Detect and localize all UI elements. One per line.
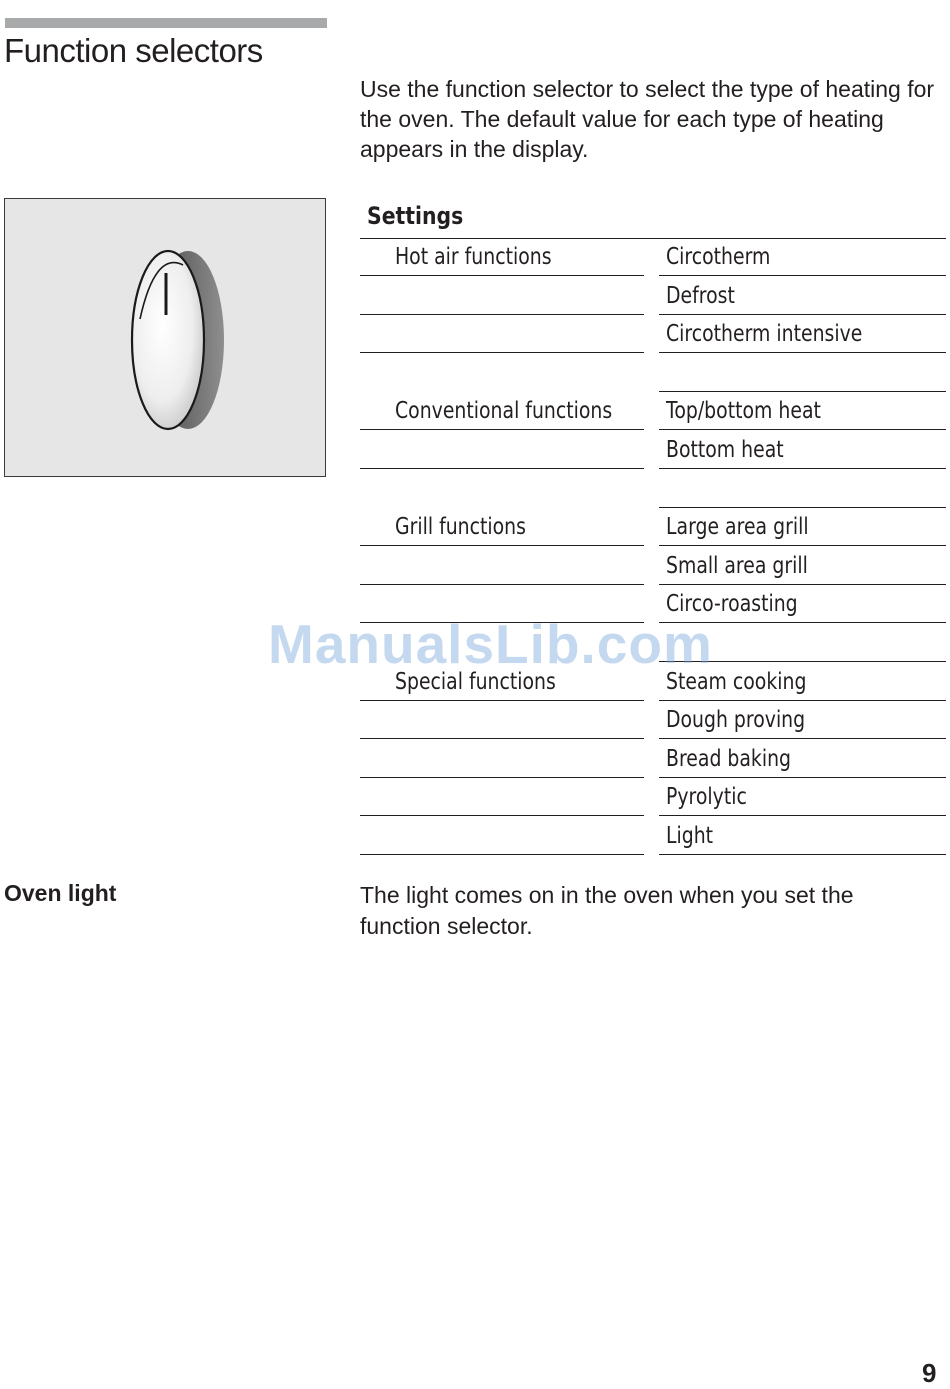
function-selector-knob-icon xyxy=(5,199,325,476)
category-cell xyxy=(360,392,644,430)
category-cell xyxy=(360,701,644,739)
function-cell xyxy=(659,392,946,430)
page-number: 9 xyxy=(922,1358,937,1388)
table-row xyxy=(360,547,946,586)
function-cell xyxy=(659,547,946,585)
function-label: Circotherm xyxy=(666,244,771,270)
function-cell xyxy=(659,431,946,469)
function-cell xyxy=(659,701,946,739)
function-cell xyxy=(659,354,946,392)
function-label: Circo-roasting xyxy=(666,591,798,618)
category-cell xyxy=(360,778,644,816)
function-cell xyxy=(659,277,946,315)
category-cell xyxy=(360,547,644,585)
table-row xyxy=(360,392,946,431)
category-cell xyxy=(360,508,644,546)
table-row xyxy=(360,740,946,779)
function-label: Dough proving xyxy=(666,707,806,734)
category-cell xyxy=(360,431,644,469)
table-row xyxy=(360,470,946,509)
category-cell xyxy=(360,470,644,508)
function-cell xyxy=(659,778,946,816)
settings-table xyxy=(360,238,946,856)
function-cell xyxy=(659,238,946,276)
table-row xyxy=(360,238,946,277)
category-label: Grill functions xyxy=(395,514,526,541)
function-label: Top/bottom heat xyxy=(666,398,821,425)
category-cell xyxy=(360,817,644,855)
table-row xyxy=(360,431,946,470)
category-label: Hot air functions xyxy=(395,244,552,270)
table-row xyxy=(360,817,946,856)
function-cell xyxy=(659,740,946,778)
intro-paragraph: Use the function selector to select the type of heating for the oven. The default value for each type of heating appears in the display. xyxy=(360,76,935,162)
table-row xyxy=(360,277,946,316)
category-label: Special functions xyxy=(395,668,556,695)
table-row xyxy=(360,508,946,547)
function-label: Bottom heat xyxy=(666,436,784,463)
table-row xyxy=(360,701,946,740)
function-cell xyxy=(659,508,946,546)
category-cell xyxy=(360,740,644,778)
function-label: Small area grill xyxy=(666,552,808,579)
category-cell xyxy=(360,277,644,315)
category-cell xyxy=(360,315,644,353)
category-label: Conventional functions xyxy=(395,398,613,425)
table-row xyxy=(360,354,946,393)
watermark: ManualsLib.com xyxy=(268,613,713,675)
table-row xyxy=(360,778,946,817)
oven-light-text: The light comes on in the oven when you set the function selector. xyxy=(360,882,854,939)
page-title: Function selectors xyxy=(4,32,263,69)
settings-heading: Settings xyxy=(367,202,464,230)
function-label: Large area grill xyxy=(666,514,809,541)
function-label: Pyrolytic xyxy=(666,784,747,811)
function-label: Defrost xyxy=(666,282,735,309)
function-cell xyxy=(659,817,946,855)
header-rule xyxy=(5,18,327,28)
function-cell xyxy=(659,315,946,353)
function-label: Circotherm intensive xyxy=(666,321,863,348)
function-label: Steam cooking xyxy=(666,668,807,695)
oven-light-label: Oven light xyxy=(4,880,117,906)
category-cell xyxy=(360,354,644,392)
table-row xyxy=(360,315,946,354)
category-cell xyxy=(360,238,644,276)
function-cell xyxy=(659,470,946,508)
function-label: Light xyxy=(666,822,714,849)
function-label: Bread baking xyxy=(666,745,792,772)
function-selector-figure xyxy=(4,198,326,477)
